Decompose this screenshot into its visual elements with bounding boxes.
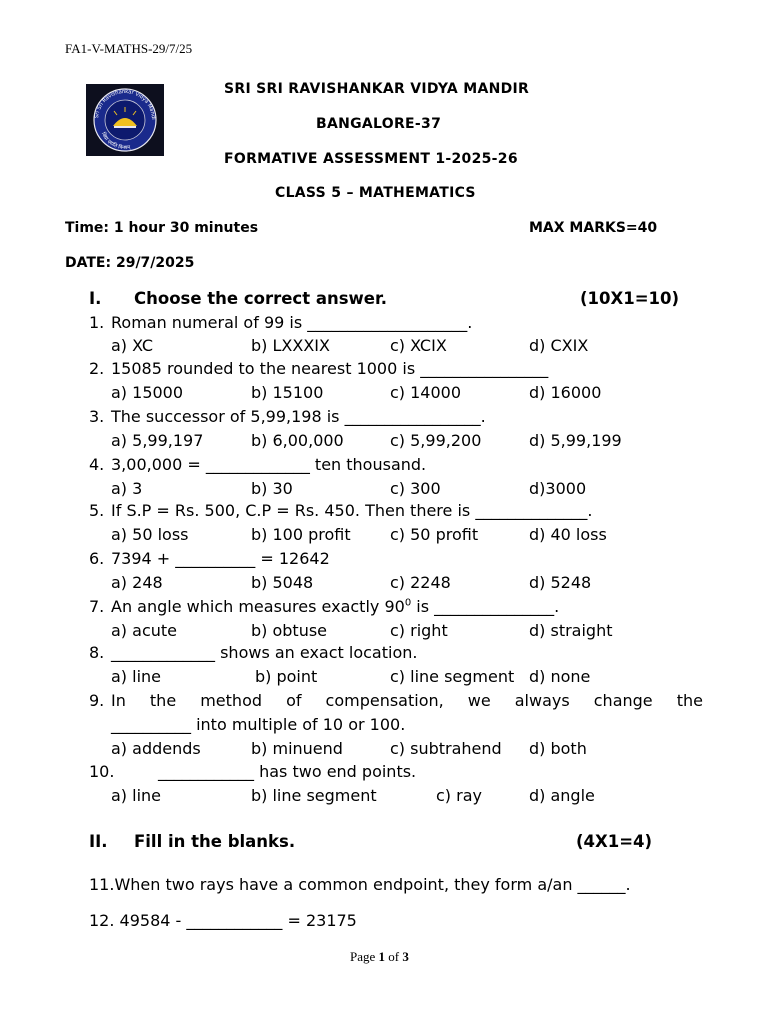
option-b: b) LXXXIX bbox=[251, 336, 330, 355]
school-emblem-icon bbox=[86, 84, 164, 156]
option-a: a) XC bbox=[111, 336, 154, 355]
svg-text:विद्या ददाति विनयम्: विद्या ददाति विनयम् bbox=[99, 131, 131, 152]
question-text: 15085 rounded to the nearest 1000 is ________________ bbox=[111, 359, 549, 378]
option-c: c) 300 bbox=[390, 479, 441, 498]
page-footer: Page 1 of 3 bbox=[350, 949, 409, 964]
question-number: 8. bbox=[89, 643, 105, 662]
question-text-line2: __________ into multiple of 10 or 100. bbox=[111, 715, 406, 734]
option-d: d) both bbox=[529, 739, 587, 758]
exam-time: Time: 1 hour 30 minutes bbox=[65, 220, 259, 236]
option-a: a) 50 loss bbox=[111, 525, 189, 544]
school-logo bbox=[86, 84, 164, 156]
question-text: An angle which measures exactly $90^0$ is _______________. bbox=[111, 597, 560, 616]
max-marks: MAX MARKS=40 bbox=[529, 220, 658, 236]
degree-superscript: 0 bbox=[404, 597, 412, 609]
option-a: a) acute bbox=[111, 621, 177, 640]
section1-numeral: I. bbox=[89, 289, 102, 308]
option-c: c) right bbox=[390, 621, 448, 640]
class-subject: CLASS 5 – MATHEMATICS bbox=[275, 185, 476, 201]
option-d: d)3000 bbox=[529, 479, 587, 498]
section1-title: Choose the correct answer. bbox=[134, 289, 388, 308]
option-a: a) addends bbox=[111, 739, 201, 758]
option-a: a) line bbox=[111, 667, 162, 686]
question-number: 3. bbox=[89, 407, 105, 426]
doc-code: FA1-V-MATHS-29/7/25 bbox=[65, 41, 193, 56]
question-number: 1. bbox=[89, 313, 105, 332]
option-d: d) 40 loss bbox=[529, 525, 607, 544]
question-text: 7394 + __________ = 12642 bbox=[111, 549, 330, 568]
option-d: d) 5248 bbox=[529, 573, 592, 592]
option-d: d) none bbox=[529, 667, 591, 686]
option-c: c) XCIX bbox=[390, 336, 447, 355]
option-a: a) 3 bbox=[111, 479, 143, 498]
section2-marks: (4X1=4) bbox=[576, 832, 653, 851]
option-a: a) 15000 bbox=[111, 383, 184, 402]
question-text: 3,00,000 = _____________ ten thousand. bbox=[111, 455, 427, 474]
section2-numeral: II. bbox=[89, 832, 108, 851]
question-text-line1: In the method of compensation, we always change the bbox=[111, 691, 703, 710]
option-b: b) 5048 bbox=[251, 573, 314, 592]
question-number: 6. bbox=[89, 549, 105, 568]
question-text: If S.P = Rs. 500, C.P = Rs. 450. Then there is ______________. bbox=[111, 501, 593, 520]
question-text: ____________ has two end points. bbox=[158, 762, 417, 781]
option-c: c) 5,99,200 bbox=[390, 431, 482, 450]
option-d: d) 16000 bbox=[529, 383, 602, 402]
option-a: a) line bbox=[111, 786, 162, 805]
option-a: a) 248 bbox=[111, 573, 163, 592]
svg-text:Sri Sri Ravishankar Vidya Mand: Sri Sri Ravishankar Vidya Mandi bbox=[94, 88, 157, 120]
question-number: 5. bbox=[89, 501, 105, 520]
option-a: a) 5,99,197 bbox=[111, 431, 204, 450]
option-b: b) 100 profit bbox=[251, 525, 351, 544]
option-b: b) 15100 bbox=[251, 383, 324, 402]
option-b: b) line segment bbox=[251, 786, 377, 805]
school-city: BANGALORE-37 bbox=[316, 116, 442, 132]
question-12: 12. 49584 - ____________ = 23175 bbox=[89, 911, 357, 930]
question-number: 4. bbox=[89, 455, 105, 474]
option-c: c) subtrahend bbox=[390, 739, 502, 758]
option-b: b) 6,00,000 bbox=[251, 431, 344, 450]
section2-title: Fill in the blanks. bbox=[134, 832, 296, 851]
question-text: Roman numeral of 99 is ____________________. bbox=[111, 313, 473, 332]
question-text: The successor of 5,99,198 is _________________. bbox=[111, 407, 486, 426]
question-number: 9. bbox=[89, 691, 105, 710]
option-d: d) 5,99,199 bbox=[529, 431, 622, 450]
question-text: _____________ shows an exact location. bbox=[111, 643, 418, 662]
option-b: b) 30 bbox=[251, 479, 293, 498]
school-name: SRI SRI RAVISHANKAR VIDYA MANDIR bbox=[224, 81, 530, 97]
question-number: 2. bbox=[89, 359, 105, 378]
section1-marks: (10X1=10) bbox=[580, 289, 680, 308]
option-d: d) straight bbox=[529, 621, 613, 640]
option-c: c) 14000 bbox=[390, 383, 462, 402]
option-b: b) point bbox=[255, 667, 318, 686]
question-11: 11.When two rays have a common endpoint, they form a/an ______. bbox=[89, 875, 631, 894]
option-c: c) line segment bbox=[390, 667, 515, 686]
assessment-title: FORMATIVE ASSESSMENT 1-2025-26 bbox=[224, 151, 518, 167]
option-c: c) 2248 bbox=[390, 573, 451, 592]
option-b: b) obtuse bbox=[251, 621, 328, 640]
option-d: d) angle bbox=[529, 786, 595, 805]
option-d: d) CXIX bbox=[529, 336, 589, 355]
option-b: b) minuend bbox=[251, 739, 343, 758]
question-number: 7. bbox=[89, 597, 105, 616]
option-c: c) ray bbox=[436, 786, 482, 805]
option-c: c) 50 profit bbox=[390, 525, 479, 544]
question-number: 10. bbox=[89, 762, 115, 781]
exam-date: DATE: 29/7/2025 bbox=[65, 255, 195, 271]
